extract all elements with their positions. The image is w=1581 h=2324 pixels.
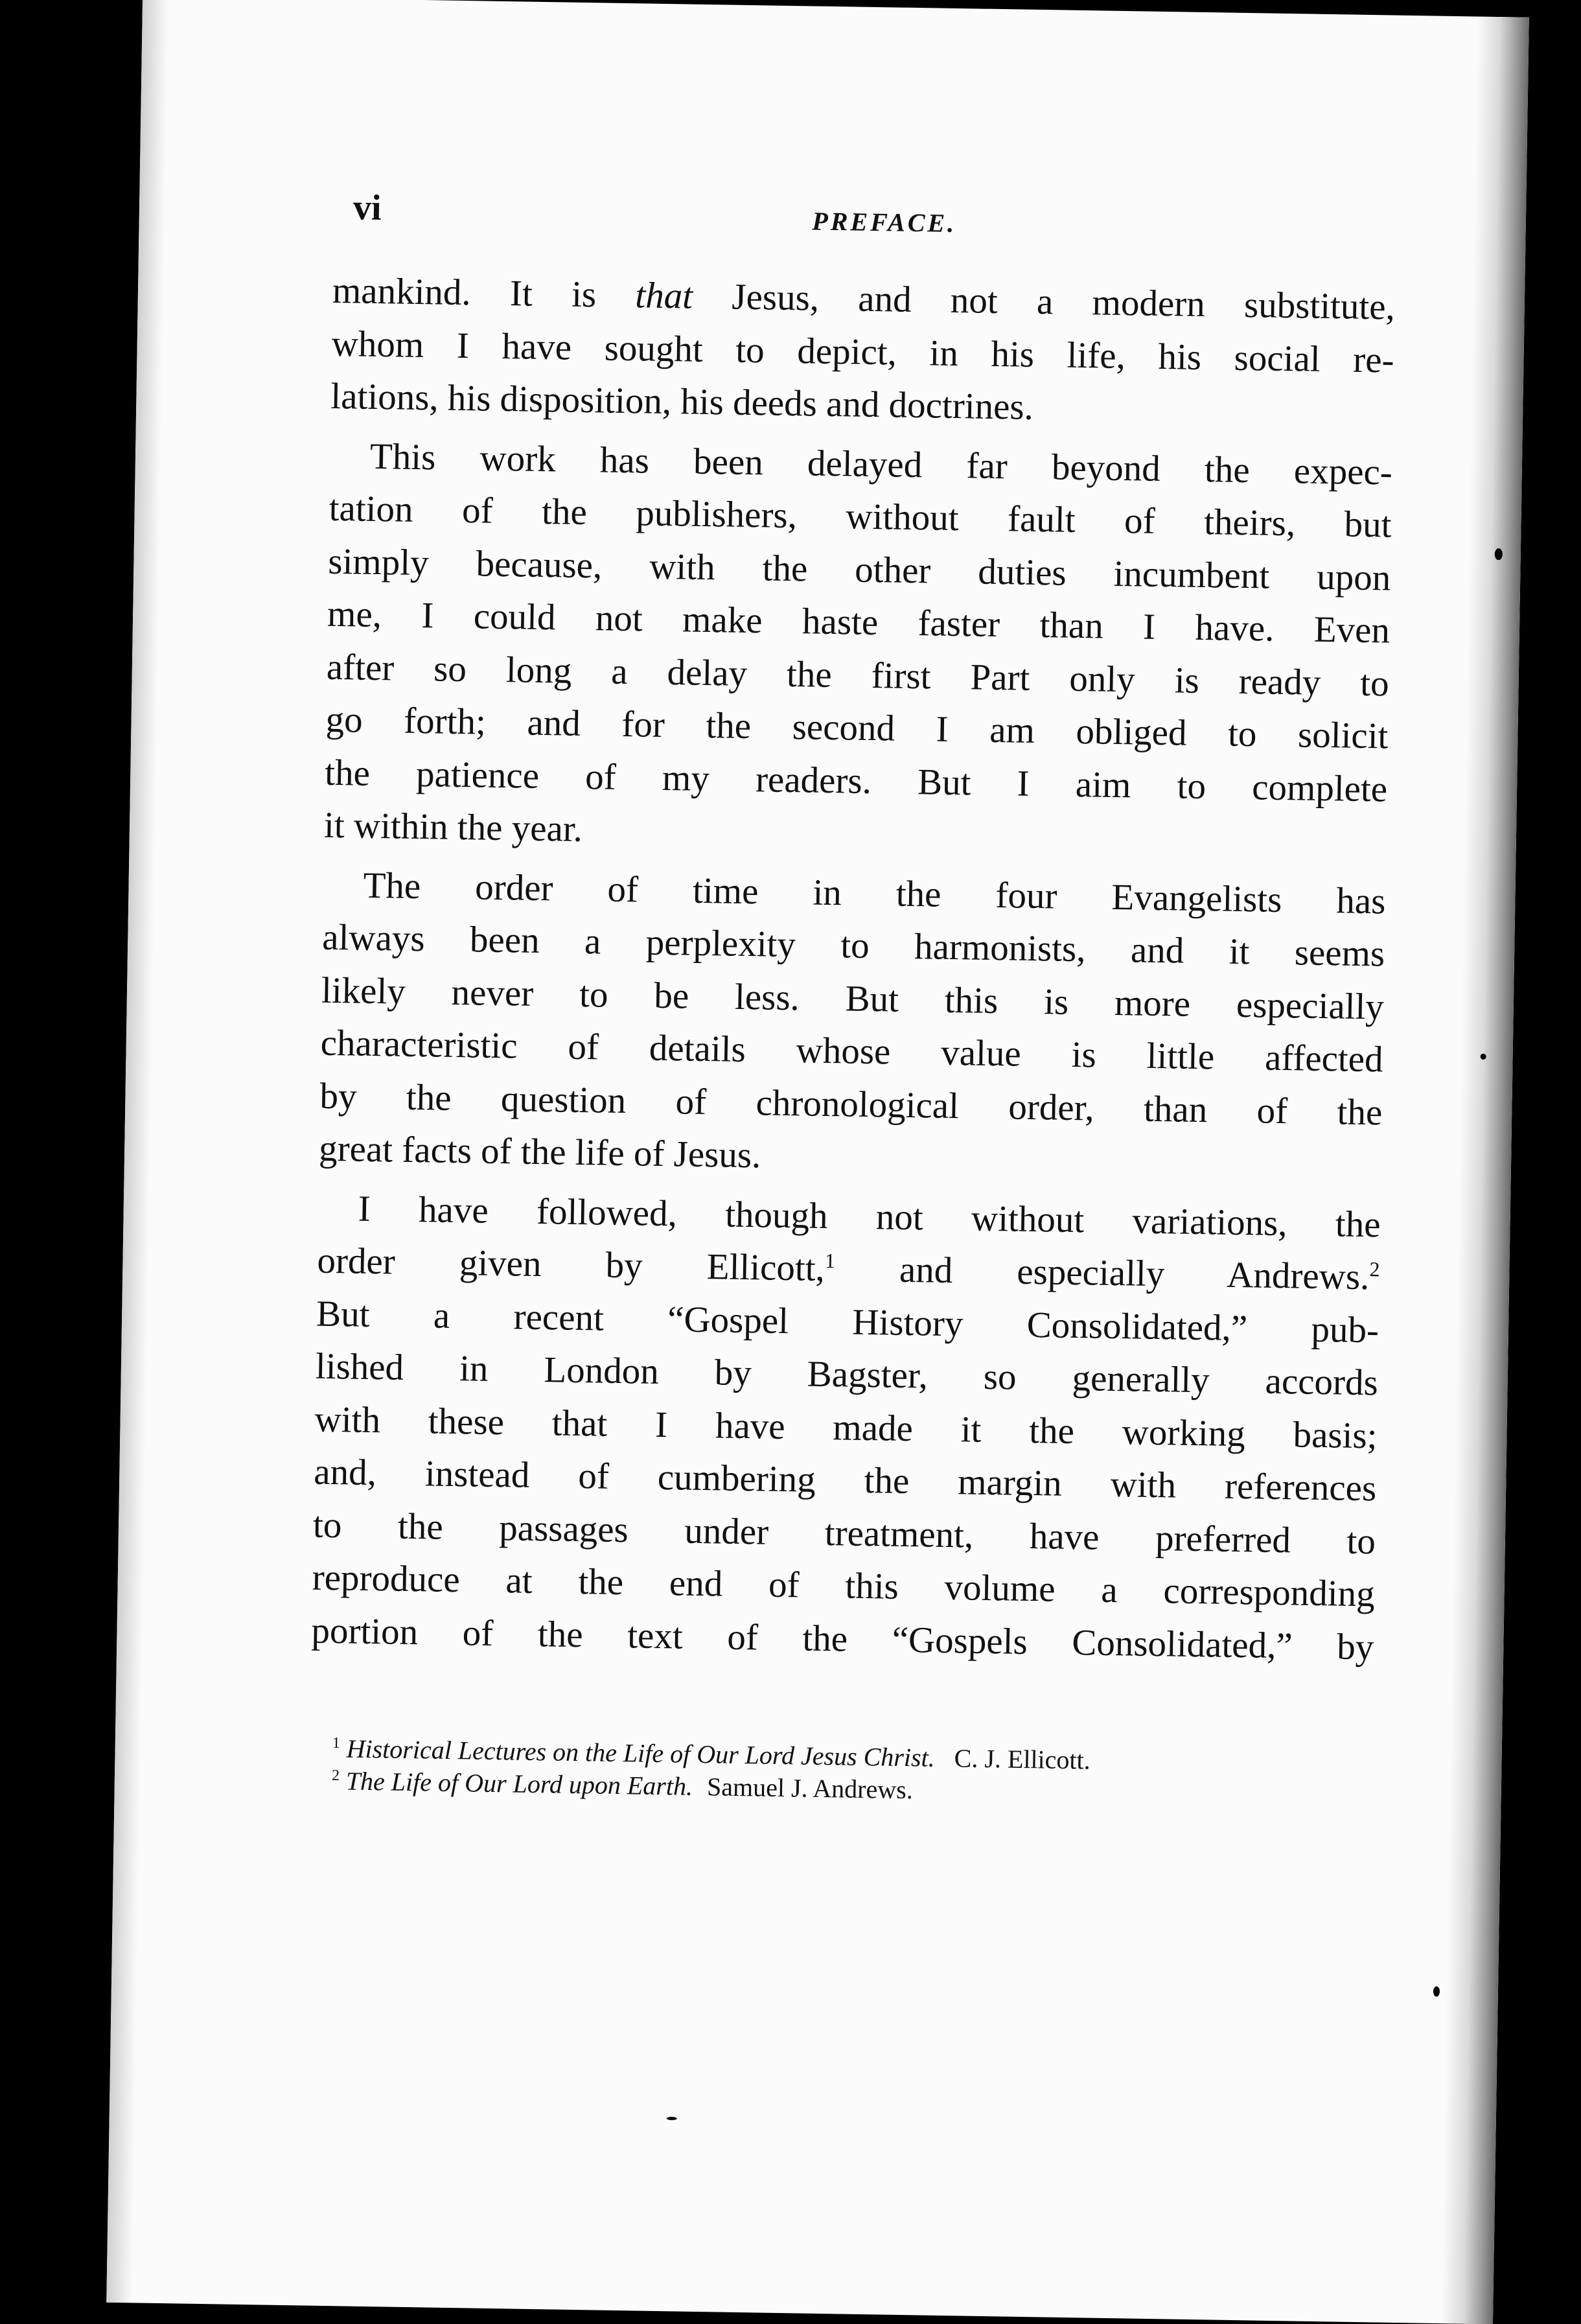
text-line: portion of the text of the “Gospels Consolidated,” by [311,1610,1374,1667]
page-edge-shadow-right [1441,17,1529,2324]
text-line: and, instead of cumbering the margin with references [313,1451,1377,1509]
text-line: This work has been delayed far beyond the expec- [369,436,1393,493]
text-line: But a recent “Gospel History Consolidated,” pub- [316,1293,1379,1351]
text-line: likely never to be less. But this is more especially [321,970,1385,1027]
text-line: reproduce at the end of this volume a corresponding [312,1557,1376,1615]
text-line: characteristic of details whose value is little affected [320,1022,1384,1080]
text-line: lished in London by Bagster, so generally accords [315,1345,1379,1404]
text-line: after so long a delay the first Part only is ready to [326,646,1390,704]
page-edge-shadow-left [106,0,168,2303]
text-line: I have followed, though not without variations, the [358,1188,1381,1245]
scan-speck [667,2117,677,2120]
footnote-mark: 1 [824,1248,836,1273]
footnote: $^1$ Historical Lectures on the Life of Our Lord Jesus Christ. C. J. Ellicott. [332,1734,1091,1775]
footnote-mark: 2 [1369,1257,1380,1281]
text-line: the patience of my readers. But I aim to complete [324,752,1388,810]
scan-speck [1433,1986,1440,1997]
text-line: by the question of chronological order, than of the [319,1075,1383,1133]
text-line: The order of time in the four Evangelists has [363,865,1386,922]
footnote: $^2$ The Life of Our Lord upon Earth. Samuel J. Andrews. [331,1766,914,1805]
running-head [352,187,1416,262]
scan-speck [1481,1054,1486,1060]
book-page [106,0,1529,2324]
text-line: to the passages under treatment, have preferred to [312,1504,1376,1562]
body-text [311,264,1396,1673]
text-line: tation of the publishers, without fault of theirs, but [329,487,1392,546]
footnotes [332,1732,1382,1813]
running-title: PREFACE. [812,206,957,238]
text-line: mankind. It is that Jesus, and not a modern substitute, [332,270,1396,328]
emphasis: that [634,275,693,317]
text-line: with these that I have made it the working basis; [314,1399,1378,1456]
text-line: go forth; and for the second I am obliged to solicit [325,699,1389,757]
text-line: lations, his disposition, his deeds and doctrines. [330,375,1034,428]
text-line: simply because, with the other duties incumbent upon [327,540,1391,599]
text-line: it within the year. [323,804,583,850]
text-line: order given by Ellicott,$^1$ and especially Andrews.$^2$ [317,1240,1380,1298]
text-line: always been a perplexity to harmonists, and it seems [321,916,1385,975]
text-line: whom I have sought to depict, in his life, his social re- [331,323,1395,381]
page-number: vi [352,187,382,229]
text-line: great facts of the life of Jesus. [318,1128,761,1176]
text-line: me, I could not make haste faster than I have. Even [327,593,1391,651]
